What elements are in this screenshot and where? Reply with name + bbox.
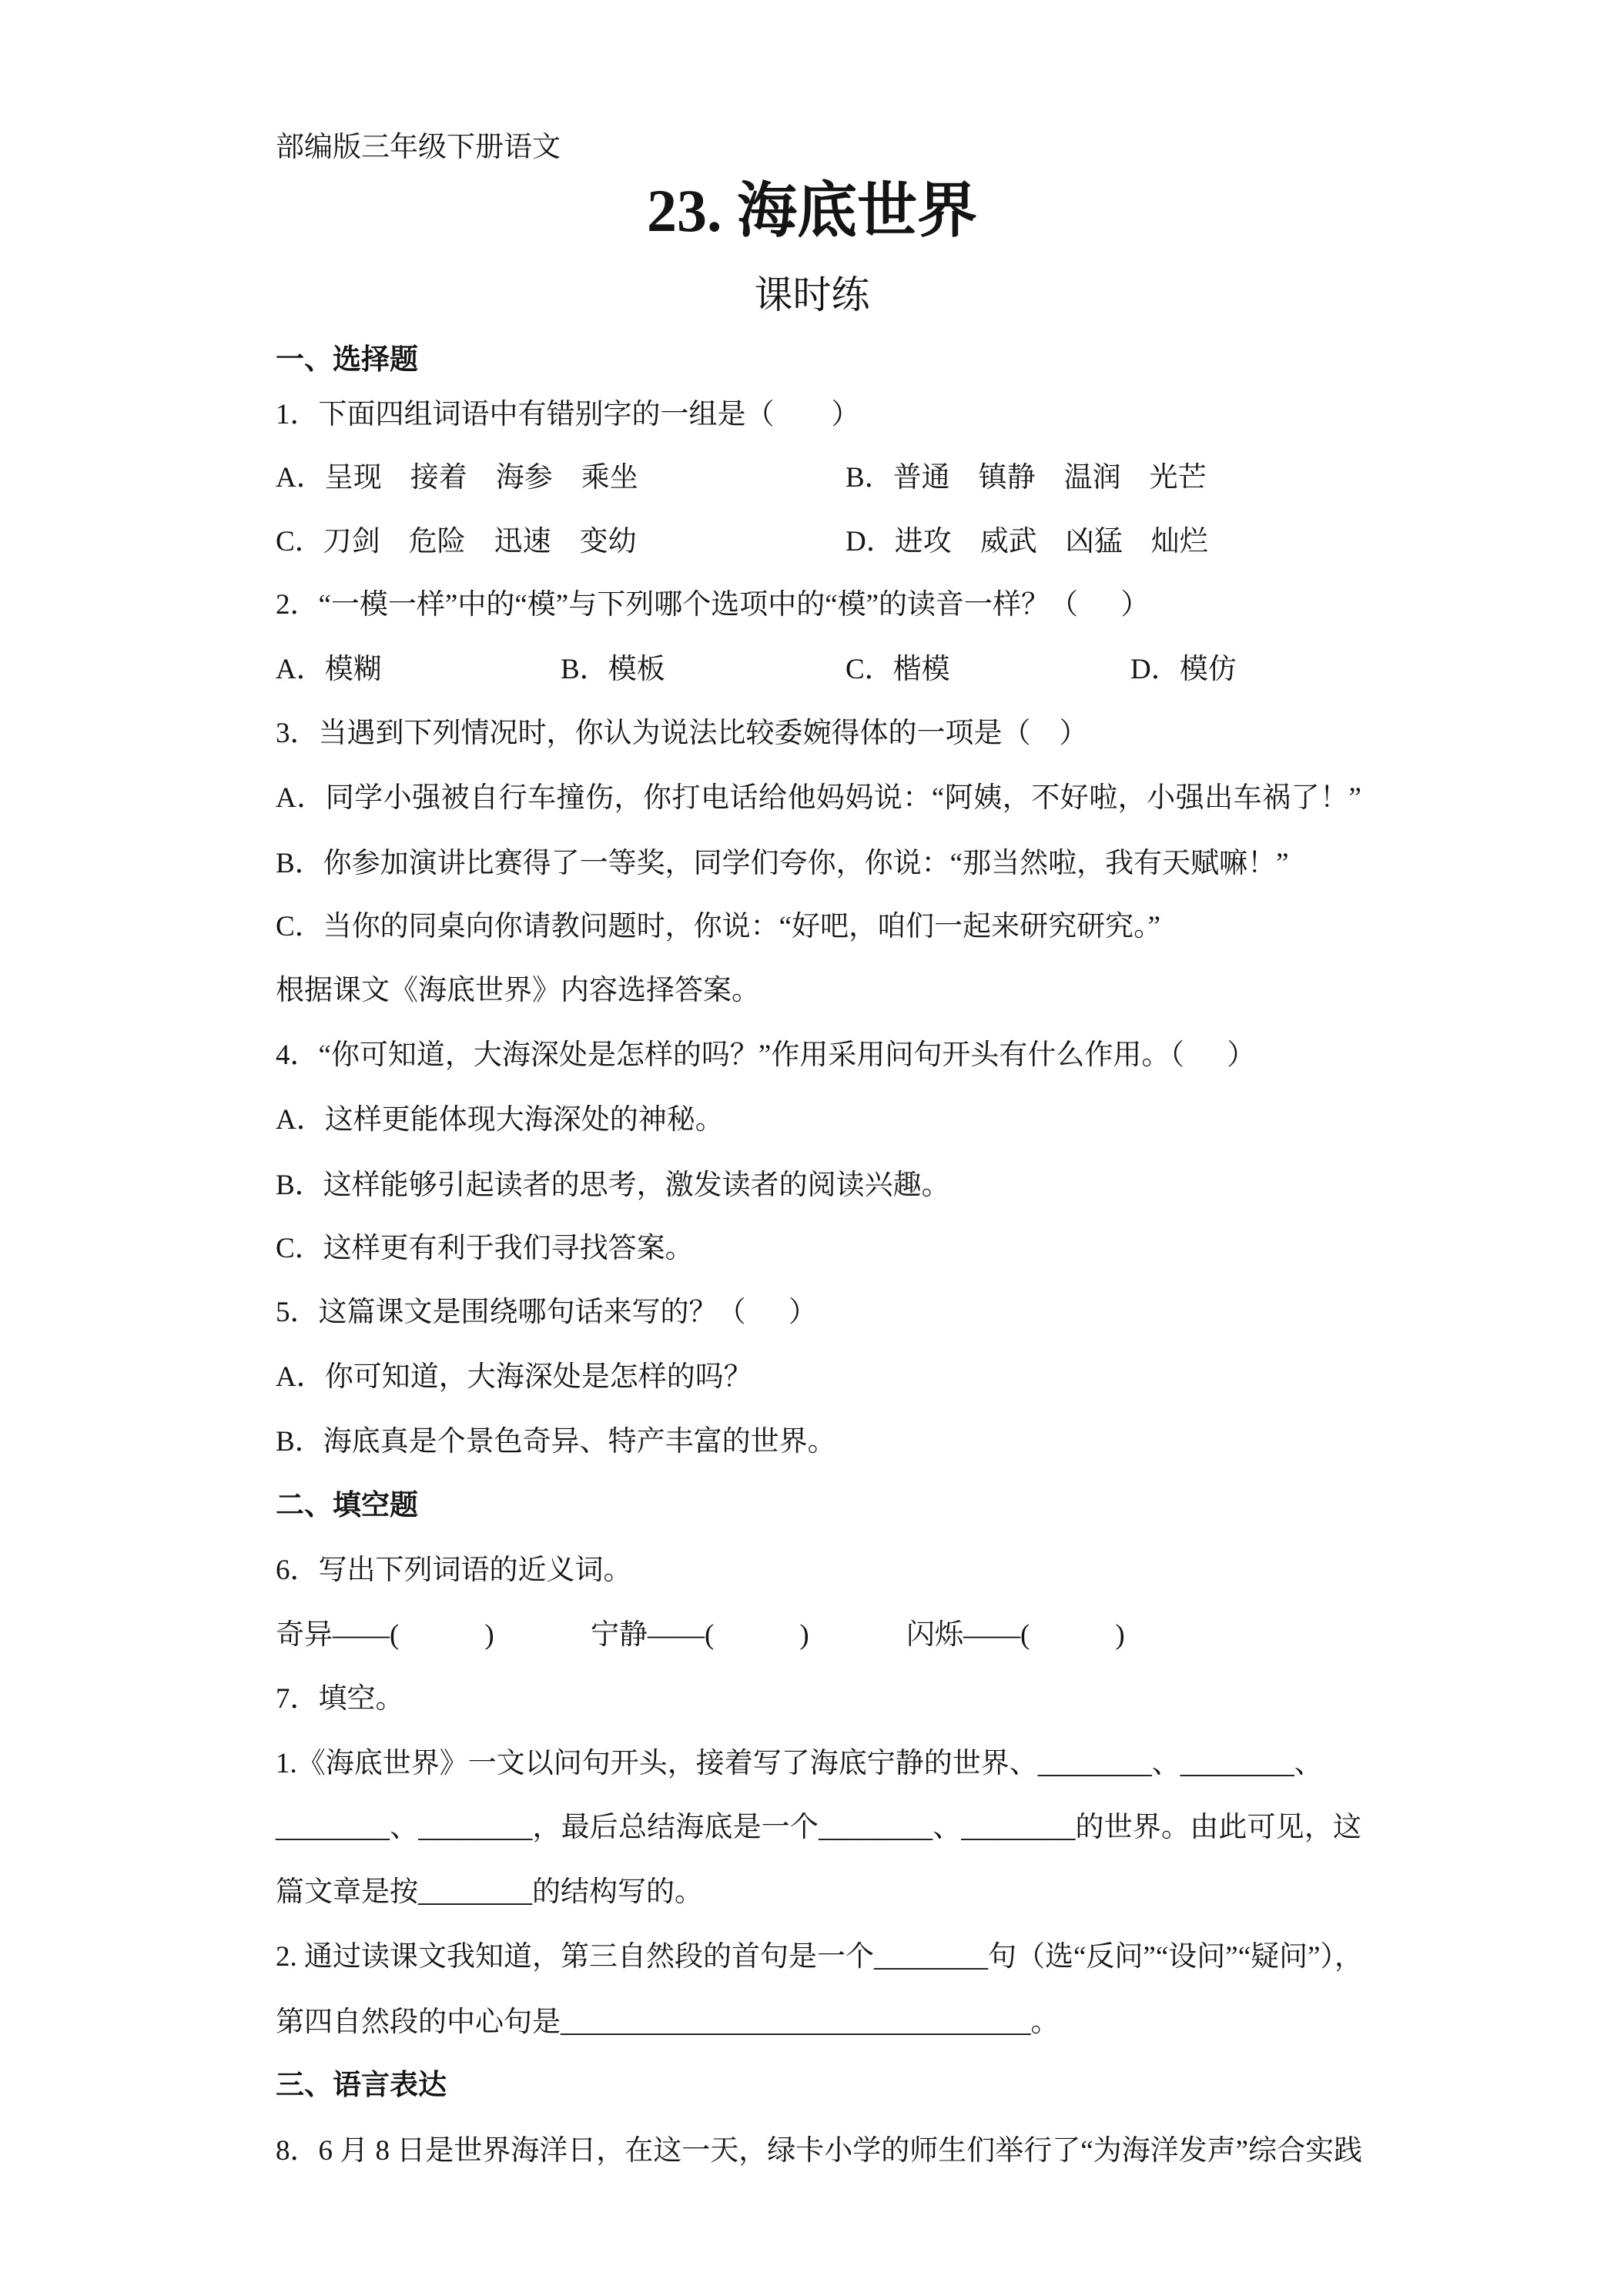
question-7-line-1: 1.《海底世界》一文以问句开头，接着写了海底宁静的世界、________、________、 [276,1748,1323,1779]
question-1-option-d: D．进攻 威武 凶猛 灿烂 [845,526,1208,557]
question-6-stem: 6．写出下列词语的近义词。 [276,1555,632,1586]
question-6-item-2: 宁静——( ) [591,1619,809,1651]
question-5-option-a: A．你可知道，大海深处是怎样的吗？ [276,1361,752,1393]
textbook-series-label: 部编版三年级下册语文 [276,132,561,163]
question-6-item-3: 闪烁——( ) [906,1619,1125,1651]
question-1-option-c: C．刀剑 危险 迅速 变幼 [276,526,637,557]
question-3-option-a: A．同学小强被自行车撞伤，你打电话给他妈妈说：“阿姨，不好啦，小强出车祸了！” [276,782,1361,814]
section-heading-choice: 一、选择题 [276,344,418,376]
question-2-option-b: B．模板 [561,654,665,685]
question-7-line-4: 2. 通过读课文我知道，第三自然段的首句是一个________句（选“反问”“设问”“疑问”）， [276,1941,1364,1973]
question-7-line-5: 第四自然段的中心句是_________________________________。 [276,2006,1060,2038]
section-heading-expression: 三、语言表达 [276,2070,447,2101]
question-3-option-c: C．当你的同桌向你请教问题时，你说：“好吧，咱们一起来研究研究。” [276,911,1161,942]
question-1-stem: 1．下面四组词语中有错别字的一组是（ ） [276,399,860,430]
question-7-stem: 7．填空。 [276,1683,404,1715]
question-2-option-a: A．模糊 [276,654,382,685]
question-1-option-b: B．普通 镇静 温润 光芒 [845,462,1207,494]
question-7-line-2: ________、________，最后总结海底是一个________、________的世界。由此可见，这 [276,1812,1361,1843]
reading-instruction: 根据课文《海底世界》内容选择答案。 [276,975,760,1006]
question-7-line-3: 篇文章是按________的结构写的。 [276,1876,703,1908]
question-4-option-c: C．这样更有利于我们寻找答案。 [276,1233,694,1264]
question-2-option-d: D．模仿 [1130,654,1237,685]
question-2-stem: 2．“一模一样”中的“模”与下列哪个选项中的“模”的读音一样？（ ） [276,589,1150,621]
question-5-stem: 5．这篇课文是围绕哪句话来写的？（ ） [276,1297,817,1328]
question-1-option-a: A．呈现 接着 海参 乘坐 [276,462,638,494]
question-6-item-1: 奇异——( ) [276,1619,494,1651]
lesson-title: 23. 海底世界 [646,177,977,244]
question-3-stem: 3．当遇到下列情况时，你认为说法比较委婉得体的一项是（ ） [276,718,1088,749]
question-8-stem: 8．6 月 8 日是世界海洋日，在这一天，绿卡小学的师生们举行了“为海洋发声”综合实践 [276,2135,1363,2167]
lesson-subtitle: 课时练 [754,273,870,316]
section-heading-fill-blank: 二、填空题 [276,1490,418,1521]
question-4-option-b: B．这样能够引起读者的思考，激发读者的阅读兴趣。 [276,1170,950,1201]
question-4-stem: 4．“你可知道，大海深处是怎样的吗？”作用采用问句开头有什么作用。（ ） [276,1039,1256,1071]
question-2-option-c: C．楷模 [845,654,950,685]
question-4-option-a: A．这样更能体现大海深处的神秘。 [276,1104,724,1136]
question-5-option-b: B．海底真是个景色奇异、特产丰富的世界。 [276,1426,836,1458]
question-3-option-b: B．你参加演讲比赛得了一等奖，同学们夸你，你说：“那当然啦，我有天赋嘛！” [276,848,1289,879]
